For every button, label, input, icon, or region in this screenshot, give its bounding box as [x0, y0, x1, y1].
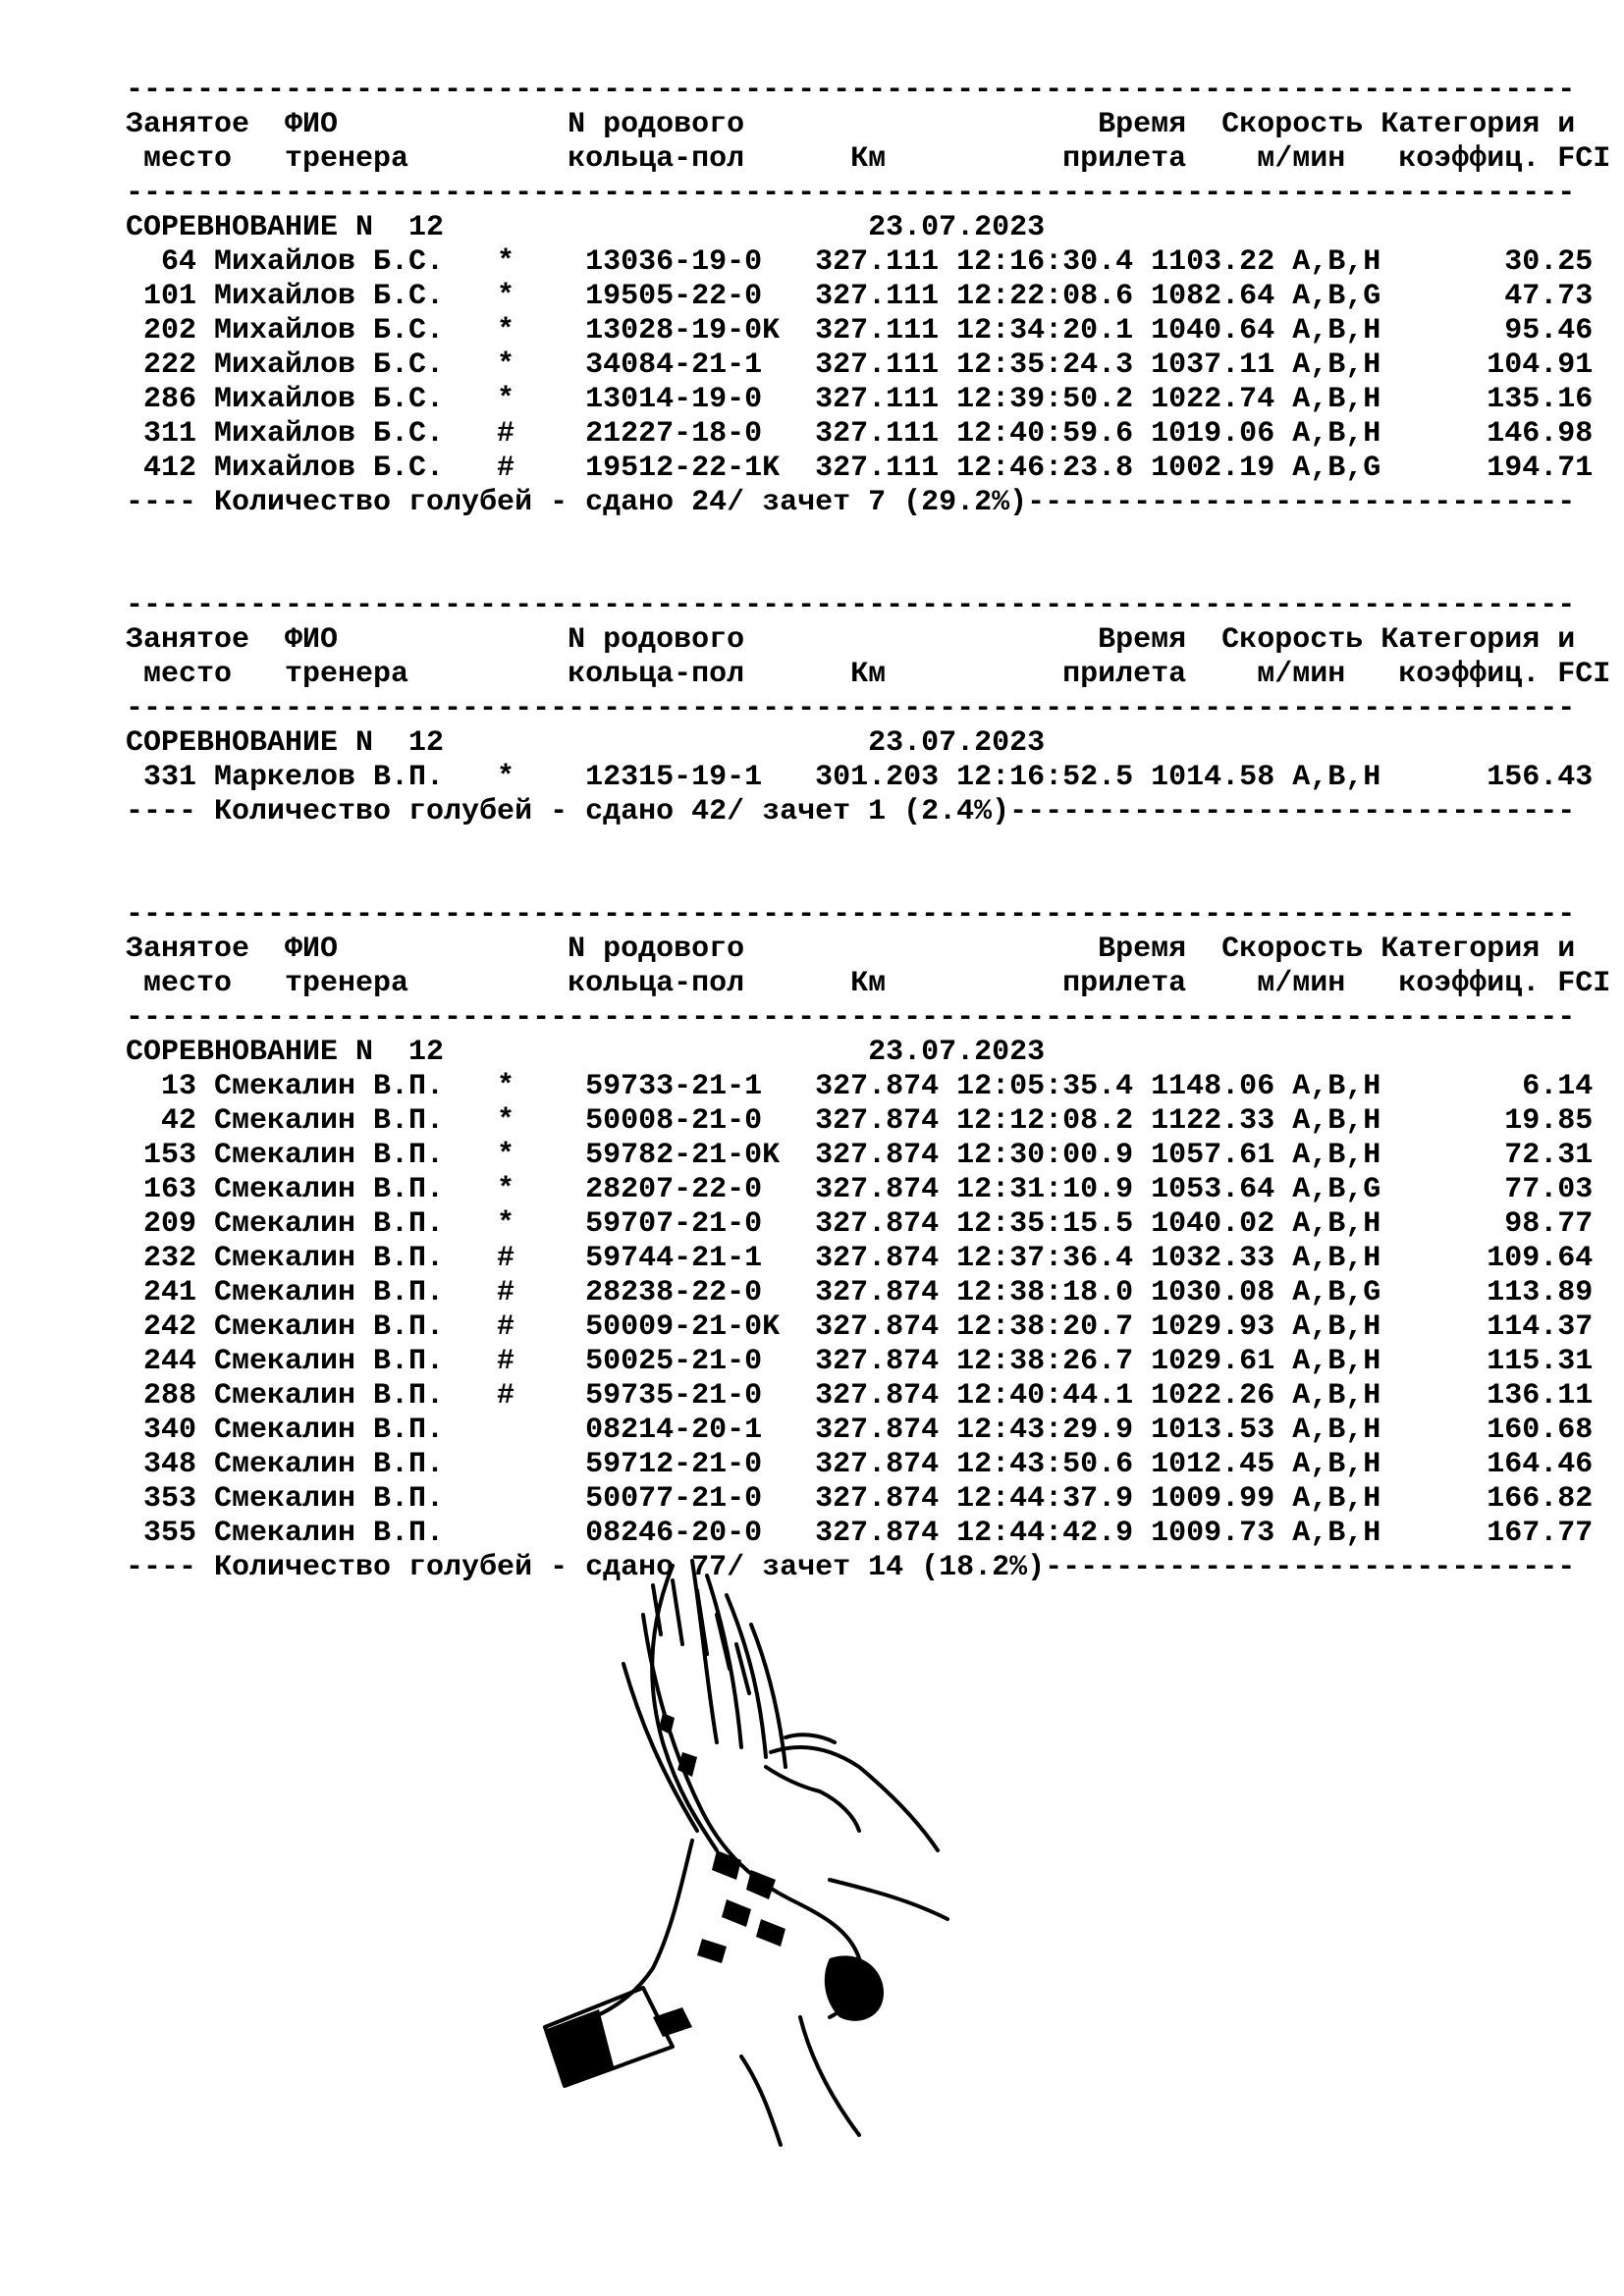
table-row: 242 Смекалин В.П. # 50009-21-0K 327.874 12:38:20.7 1029.93 A,B,H 114.37: [126, 1310, 1594, 1344]
table-row: 412 Михайлов Б.С. # 19512-22-1K 327.111 12:46:23.8 1002.19 A,B,G 194.71: [126, 452, 1594, 485]
divider: ----------------------------------------------------------------------------------: [126, 1001, 1576, 1035]
table-row: 42 Смекалин В.П. * 50008-21-0 327.874 12:12:08.2 1122.33 A,B,H 19.85: [126, 1104, 1594, 1138]
table-row: 209 Смекалин В.П. * 59707-21-0 327.874 12:35:15.5 1040.02 A,B,H 98.77: [126, 1207, 1594, 1241]
table-row: 244 Смекалин В.П. # 50025-21-0 327.874 12:38:26.7 1029.61 A,B,H 115.31: [126, 1345, 1594, 1378]
divider: ----------------------------------------------------------------------------------: [126, 589, 1576, 622]
competition-title: СОРЕВНОВАНИЕ N 12 23.07.2023: [126, 1036, 1046, 1069]
result-block: [126, 589, 1610, 829]
summary-line: ---- Количество голубей - сдано 77/ зачет 14 (18.2%)------------------------------: [126, 1551, 1576, 1584]
divider: ----------------------------------------------------------------------------------: [126, 692, 1576, 725]
table-header: Занятое ФИО N родового Время Скорость Категория и: [126, 623, 1576, 657]
result-block: [126, 898, 1610, 1585]
table-row: 286 Михайлов Б.С. * 13014-19-0 327.111 12:39:50.2 1022.74 A,B,H 135.16: [126, 383, 1594, 416]
table-row: 13 Смекалин В.П. * 59733-21-1 327.874 12:05:35.4 1148.06 A,B,H 6.14: [126, 1070, 1594, 1103]
table-row: 163 Смекалин В.П. * 28207-22-0 327.874 12:31:10.9 1053.64 A,B,G 77.03: [126, 1173, 1594, 1206]
pigeon-illustration: [506, 1556, 982, 2194]
table-row: 202 Михайлов Б.С. * 13028-19-0K 327.111 12:34:20.1 1040.64 A,B,H 95.46: [126, 314, 1594, 347]
pigeon-dark-markings: [547, 1713, 884, 2084]
divider: ----------------------------------------------------------------------------------: [126, 898, 1576, 932]
table-header: место тренера кольца-пол Км прилета м/мин коэффиц. FCI: [126, 967, 1611, 1000]
summary-line: ---- Количество голубей - сдано 24/ зачет 7 (29.2%)-------------------------------: [126, 486, 1576, 519]
table-row: 348 Смекалин В.П. 59712-21-0 327.874 12:43:50.6 1012.45 A,B,H 164.46: [126, 1448, 1594, 1481]
table-row: 340 Смекалин В.П. 08214-20-1 327.874 12:43:29.9 1013.53 A,B,H 160.68: [126, 1414, 1594, 1447]
competition-title: СОРЕВНОВАНИЕ N 12 23.07.2023: [126, 211, 1046, 244]
table-row: 288 Смекалин В.П. # 59735-21-0 327.874 12:40:44.1 1022.26 A,B,H 136.11: [126, 1379, 1594, 1413]
table-row: 222 Михайлов Б.С. * 34084-21-1 327.111 12:35:24.3 1037.11 A,B,H 104.91: [126, 348, 1594, 382]
table-row: 241 Смекалин В.П. # 28238-22-0 327.874 12:38:18.0 1030.08 A,B,G 113.89: [126, 1276, 1594, 1309]
table-row: 311 Михайлов Б.С. # 21227-18-0 327.111 12:40:59.6 1019.06 A,B,H 146.98: [126, 417, 1594, 451]
divider: ----------------------------------------------------------------------------------: [126, 177, 1576, 210]
table-row: 331 Маркелов В.П. * 12315-19-1 301.203 12:16:52.5 1014.58 A,B,H 156.43: [126, 761, 1594, 794]
table-row: 101 Михайлов Б.С. * 19505-22-0 327.111 12:22:08.6 1082.64 A,B,G 47.73: [126, 280, 1594, 313]
summary-line: ---- Количество голубей - сдано 42/ зачет 1 (2.4%)--------------------------------: [126, 795, 1576, 828]
competition-title: СОРЕВНОВАНИЕ N 12 23.07.2023: [126, 726, 1046, 760]
table-row: 355 Смекалин В.П. 08246-20-0 327.874 12:44:42.9 1009.73 A,B,H 167.77: [126, 1517, 1594, 1550]
result-block: [126, 74, 1610, 520]
table-row: 232 Смекалин В.П. # 59744-21-1 327.874 12:37:36.4 1032.33 A,B,H 109.64: [126, 1242, 1594, 1275]
table-row: 153 Смекалин В.П. * 59782-21-0K 327.874 12:30:00.9 1057.61 A,B,H 72.31: [126, 1139, 1594, 1172]
table-header: место тренера кольца-пол Км прилета м/мин коэффиц. FCI: [126, 658, 1611, 691]
table-header: Занятое ФИО N родового Время Скорость Категория и: [126, 933, 1576, 966]
results-report: [126, 74, 1610, 1654]
divider: ----------------------------------------------------------------------------------: [126, 74, 1576, 107]
table-header: место тренера кольца-пол Км прилета м/мин коэффиц. FCI: [126, 142, 1611, 176]
table-header: Занятое ФИО N родового Время Скорость Категория и: [126, 108, 1576, 141]
table-row: 64 Михайлов Б.С. * 13036-19-0 327.111 12:16:30.4 1103.22 A,B,H 30.25: [126, 245, 1594, 279]
table-row: 353 Смекалин В.П. 50077-21-0 327.874 12:44:37.9 1009.99 A,B,H 166.82: [126, 1482, 1594, 1516]
